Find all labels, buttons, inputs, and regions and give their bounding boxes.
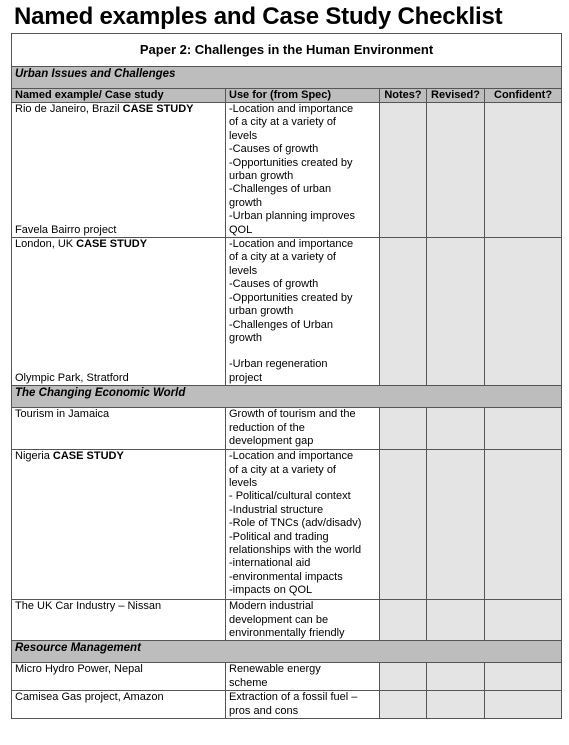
example-cell <box>12 600 226 641</box>
spec-use-line: of a city at a variety of <box>229 251 336 264</box>
page-title: Named examples and Case Study Checklist <box>14 3 503 30</box>
section-title: Urban Issues and Challenges <box>12 67 562 89</box>
spec-use-line: environmentally friendly <box>229 626 345 639</box>
example-cell <box>12 408 226 450</box>
confident-checkbox-cell[interactable] <box>485 408 562 450</box>
spec-use-line: project <box>229 371 263 384</box>
spec-use-line: pros and cons <box>229 704 299 717</box>
checklist-table <box>11 33 562 719</box>
revised-checkbox-cell[interactable] <box>427 103 485 238</box>
paper-row <box>12 34 562 67</box>
revised-checkbox-cell[interactable] <box>427 691 485 719</box>
spec-use-line: -Causes of growth <box>229 143 319 156</box>
confident-checkbox-cell[interactable] <box>485 103 562 238</box>
spec-use-line: reduction of the <box>229 421 305 434</box>
notes-checkbox-cell[interactable] <box>380 663 427 691</box>
revised-checkbox-cell[interactable] <box>427 600 485 641</box>
confident-checkbox-cell[interactable] <box>485 238 562 386</box>
uses-cell <box>226 408 380 450</box>
spec-use-line: QOL <box>229 223 253 236</box>
spec-use-line: urban growth <box>229 170 294 183</box>
spec-use-line: Growth of tourism and the <box>229 408 356 421</box>
example-cell <box>12 691 226 719</box>
notes-checkbox-cell[interactable] <box>380 691 427 719</box>
case-study-tag: CASE STUDY <box>76 238 148 251</box>
column-header: Revised? <box>427 89 485 103</box>
case-study-tag: CASE STUDY <box>52 450 124 463</box>
sub-example: Olympic Park, Stratford <box>15 371 129 384</box>
notes-checkbox-cell[interactable] <box>380 450 427 600</box>
spec-use-line <box>229 345 376 358</box>
spec-use-line: -Location and importance <box>229 103 354 115</box>
spec-use-line: growth <box>229 196 263 209</box>
spec-use-line: -environmental impacts <box>229 570 343 583</box>
spec-use-line: development can be <box>229 613 329 626</box>
spec-use-line: -Opportunities created by <box>229 291 353 304</box>
spec-use-line: of a city at a variety of <box>229 116 336 129</box>
example-cell <box>12 103 226 238</box>
section-title: The Changing Economic World <box>12 386 562 408</box>
confident-checkbox-cell[interactable] <box>485 663 562 691</box>
spec-use-line: levels <box>229 264 258 277</box>
example-cell <box>12 663 226 691</box>
spec-use-line: levels <box>229 129 258 142</box>
spec-use-line: -Location and importance <box>229 450 354 463</box>
spec-use-line: scheme <box>229 676 268 689</box>
paper-title: Paper 2: Challenges in the Human Environment <box>12 34 562 67</box>
spec-use-line: development gap <box>229 434 314 447</box>
table-row <box>12 691 562 719</box>
notes-checkbox-cell[interactable] <box>380 408 427 450</box>
notes-checkbox-cell[interactable] <box>380 600 427 641</box>
spec-use-line: -Role of TNCs (adv/disadv) <box>229 517 362 530</box>
spec-use-line: -Challenges of Urban <box>229 318 333 331</box>
table-row <box>12 663 562 691</box>
confident-checkbox-cell[interactable] <box>485 450 562 600</box>
table-row <box>12 103 562 238</box>
spec-use-line: -international aid <box>229 557 311 570</box>
spec-use-line: -Causes of growth <box>229 278 319 291</box>
section-row <box>12 641 562 663</box>
column-header-row <box>12 89 562 103</box>
revised-checkbox-cell[interactable] <box>427 450 485 600</box>
case-study-tag: CASE STUDY <box>122 103 194 115</box>
column-header: Named example/ Case study <box>12 89 226 103</box>
example-name: Micro Hydro Power, Nepal <box>15 663 143 676</box>
column-header: Use for (from Spec) <box>226 89 380 103</box>
example-cell <box>12 238 226 386</box>
uses-cell <box>226 238 380 386</box>
spec-use-line: -Urban regeneration <box>229 358 328 371</box>
spec-use-line: - Political/cultural context <box>229 490 351 503</box>
spec-use-line: Renewable energy <box>229 663 321 676</box>
notes-checkbox-cell[interactable] <box>380 238 427 386</box>
section-row <box>12 386 562 408</box>
example-name: London, UK <box>15 238 74 251</box>
uses-cell <box>226 103 380 238</box>
spec-use-line: growth <box>229 331 263 344</box>
spec-use-line: urban growth <box>229 305 294 318</box>
notes-checkbox-cell[interactable] <box>380 103 427 238</box>
spec-use-line: -impacts on QOL <box>229 584 313 597</box>
example-name: Rio de Janeiro, Brazil <box>15 103 120 115</box>
spec-use-line: -Challenges of urban <box>229 183 332 196</box>
table-row <box>12 238 562 386</box>
example-name: Tourism in Jamaica <box>15 408 110 421</box>
table-row <box>12 408 562 450</box>
confident-checkbox-cell[interactable] <box>485 600 562 641</box>
column-header: Notes? <box>380 89 427 103</box>
spec-use-line: -Industrial structure <box>229 503 324 516</box>
sub-example: Favela Bairro project <box>15 223 117 236</box>
spec-use-line: Extraction of a fossil fuel – <box>229 691 358 704</box>
example-name: The UK Car Industry – Nissan <box>15 600 162 613</box>
uses-cell <box>226 663 380 691</box>
spec-use-line: -Urban planning improves <box>229 210 355 223</box>
spec-use-line: -Opportunities created by <box>229 156 353 169</box>
revised-checkbox-cell[interactable] <box>427 408 485 450</box>
spec-use-line: -Political and trading <box>229 530 329 543</box>
revised-checkbox-cell[interactable] <box>427 663 485 691</box>
spec-use-line: levels <box>229 476 258 489</box>
spec-use-line: Modern industrial <box>229 600 314 613</box>
section-title: Resource Management <box>12 641 562 663</box>
spec-use-line: -Location and importance <box>229 238 354 251</box>
spec-use-line: of a city at a variety of <box>229 463 336 476</box>
uses-cell <box>226 691 380 719</box>
confident-checkbox-cell[interactable] <box>485 691 562 719</box>
example-name: Camisea Gas project, Amazon <box>15 691 164 704</box>
revised-checkbox-cell[interactable] <box>427 238 485 386</box>
table-row <box>12 600 562 641</box>
column-header: Confident? <box>485 89 562 103</box>
example-cell <box>12 450 226 600</box>
table-row <box>12 450 562 600</box>
section-row <box>12 67 562 89</box>
uses-cell <box>226 450 380 600</box>
uses-cell <box>226 600 380 641</box>
example-name: Nigeria <box>15 450 50 463</box>
spec-use-line: relationships with the world <box>229 543 362 556</box>
